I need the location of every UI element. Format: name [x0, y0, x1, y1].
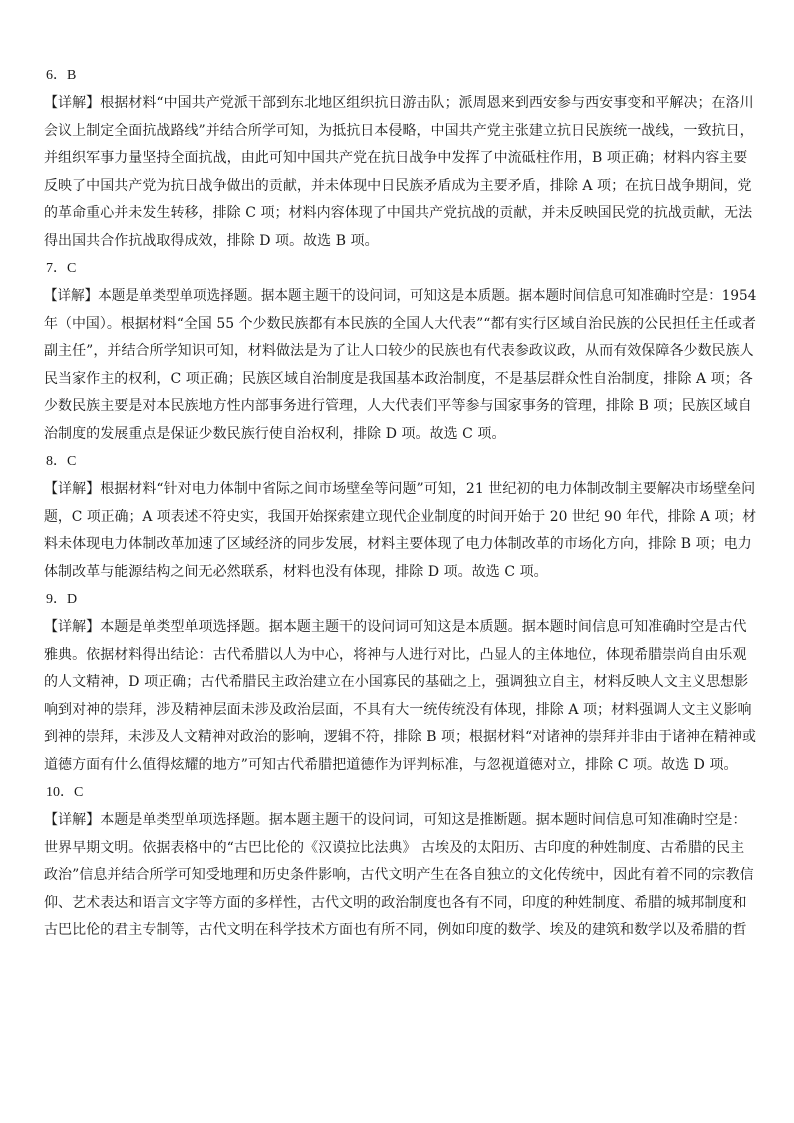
question-number: 9．D [46, 592, 78, 607]
text-line: 的革命重心并未发生转移，排除 C 项；材料内容体现了中国共产党抗战的贡献，并未反映国民党的抗战贡献，无法 [44, 205, 753, 221]
answer-block-8 [44, 448, 756, 586]
explanation-paragraph [44, 614, 756, 779]
text-line: 少数民族主要是对本民族地方性内部事务进行管理，人大代表们平等参与国家事务的管理，排除 B 项；民族区域自 [44, 398, 752, 414]
explanation-paragraph [44, 283, 756, 448]
explanation-paragraph [44, 476, 756, 586]
text-line: 得出国共合作抗战取得成效，排除 D 项。故选 B 项。 [44, 232, 379, 249]
text-line: 【详解】根据材料“中国共产党派干部到东北地区组织抗日游击队；派周恩来到西安参与西安事变和平解决；在洛川 [44, 95, 754, 111]
text-line: 【详解】本题是单类型单项选择题。据本题主题干的设问词，可知这是推断题。据本题时间信息可知准确时空是： [44, 812, 747, 828]
answer-block-9 [44, 586, 756, 779]
text-line: 到神的崇拜，未涉及人文精神对政治的影响，逻辑不符，排除 B 项；根据材料“对诸神的崇拜并非由于诸神在精神或 [44, 729, 756, 745]
question-number: 10．C [46, 785, 84, 800]
explanation-paragraph [44, 90, 756, 255]
text-line: 响到对神的崇拜，涉及精神层面未涉及政治层面，不具有大一统传统没有体现，排除 A 项；材料强调人文主义影响 [44, 701, 752, 718]
text-line: 仰、艺术表达和语言文字等方面的多样性，古代文明的政治制度也各有不同，印度的种姓制度、希腊的城邦制度和 [44, 894, 747, 911]
text-line: 的人文精神，D 项正确；古代希腊民主政治建立在小国寡民的基础之上，强调独立自主，材料反映人文主义思想影 [44, 674, 749, 690]
text-line: 治制度的发展重点是保证少数民族行使自治权利，排除 D 项。故选 C 项。 [44, 425, 506, 442]
explanation-paragraph [44, 807, 756, 945]
answer-block-6 [44, 62, 756, 255]
text-line: 民当家作主的权利，C 项正确；民族区域自治制度是我国基本政治制度，不是基层群众性自治制度，排除 A 项；各 [44, 370, 753, 387]
text-line: 【详解】根据材料“针对电力体制中省际之间市场壁垒等问题”可知，21 世纪初的电力体制改制主要解决市场壁垒问 [44, 481, 756, 497]
text-line: 反映了中国共产党为抗日战争做出的贡献，并未体现中日民族矛盾成为主要矛盾，排除 A 项；在抗日战争期间，党 [44, 177, 752, 194]
text-line: 世界早期文明。依据表格中的“古巴比伦的《汉谟拉比法典》 古埃及的太阳历、古印度的种姓制度、古希腊的民主 [44, 839, 745, 856]
text-line: 会议上制定全面抗战路线”并结合所学可知，为抵抗日本侵略，中国共产党主张建立抗日民族统一战线，一致抗日， [44, 122, 754, 139]
question-number: 7．C [46, 261, 77, 276]
text-line: 体制改革与能源结构之间无必然联系，材料也没有体现，排除 D 项。故选 C 项。 [44, 563, 548, 580]
text-line: 【详解】本题是单类型单项选择题。据本题主题干的设问词可知这是本质题。据本题时间信息可知准确时空是古代 [44, 619, 747, 635]
text-line: 政治”信息并结合所学可知受地理和历史条件影响，古代文明产生在各自独立的文化传统中，因此有着不同的宗教信 [44, 867, 754, 883]
answer-block-7 [44, 255, 756, 448]
text-line: 【详解】本题是单类型单项选择题。据本题主题干的设问词，可知这是本质题。据本题时间信息可知准确时空是：1954 [44, 288, 757, 304]
question-number: 6．B [46, 68, 77, 83]
answer-document [44, 62, 756, 945]
text-line: 古巴比伦的君主专制等，古代文明在科学技术方面也有所不同，例如印度的数学、埃及的建筑和数学以及希腊的哲 [44, 922, 747, 938]
text-line: 料未体现电力体制改革加速了区域经济的同步发展，材料主要体现了电力体制改革的市场化方向，排除 B 项；电力 [44, 536, 752, 552]
text-line: 雅典。依据材料得出结论：古代希腊以人为中心，将神与人进行对比，凸显人的主体地位，体现希腊崇尚自由乐观 [44, 646, 747, 663]
text-line: 副主任”，并结合所学知识可知，材料做法是为了让人口较少的民族也有代表参政议政，从而有效保障各少数民族人 [44, 343, 754, 359]
text-line: 题，C 项正确；A 项表述不符史实，我国开始探索建立现代企业制度的时间开始于 20 世纪 90 年代，排除 A 项；材 [44, 508, 757, 525]
text-line: 年（中国）。根据材料“全国 55 个少数民族都有本民族的全国人大代表”“都有实行区域自治民族的公民担任主任或者 [44, 315, 756, 332]
question-number: 8．C [46, 454, 77, 469]
answer-block-10 [44, 779, 756, 945]
text-line: 道德方面有什么值得炫耀的地方”可知古代希腊把道德作为评判标准，与忽视道德对立，排除 C 项。故选 D 项。 [44, 756, 738, 773]
text-line: 并组织军事力量坚持全面抗战，由此可知中国共产党在抗日战争中发挥了中流砥柱作用，B 项正确；材料内容主要 [44, 150, 748, 166]
